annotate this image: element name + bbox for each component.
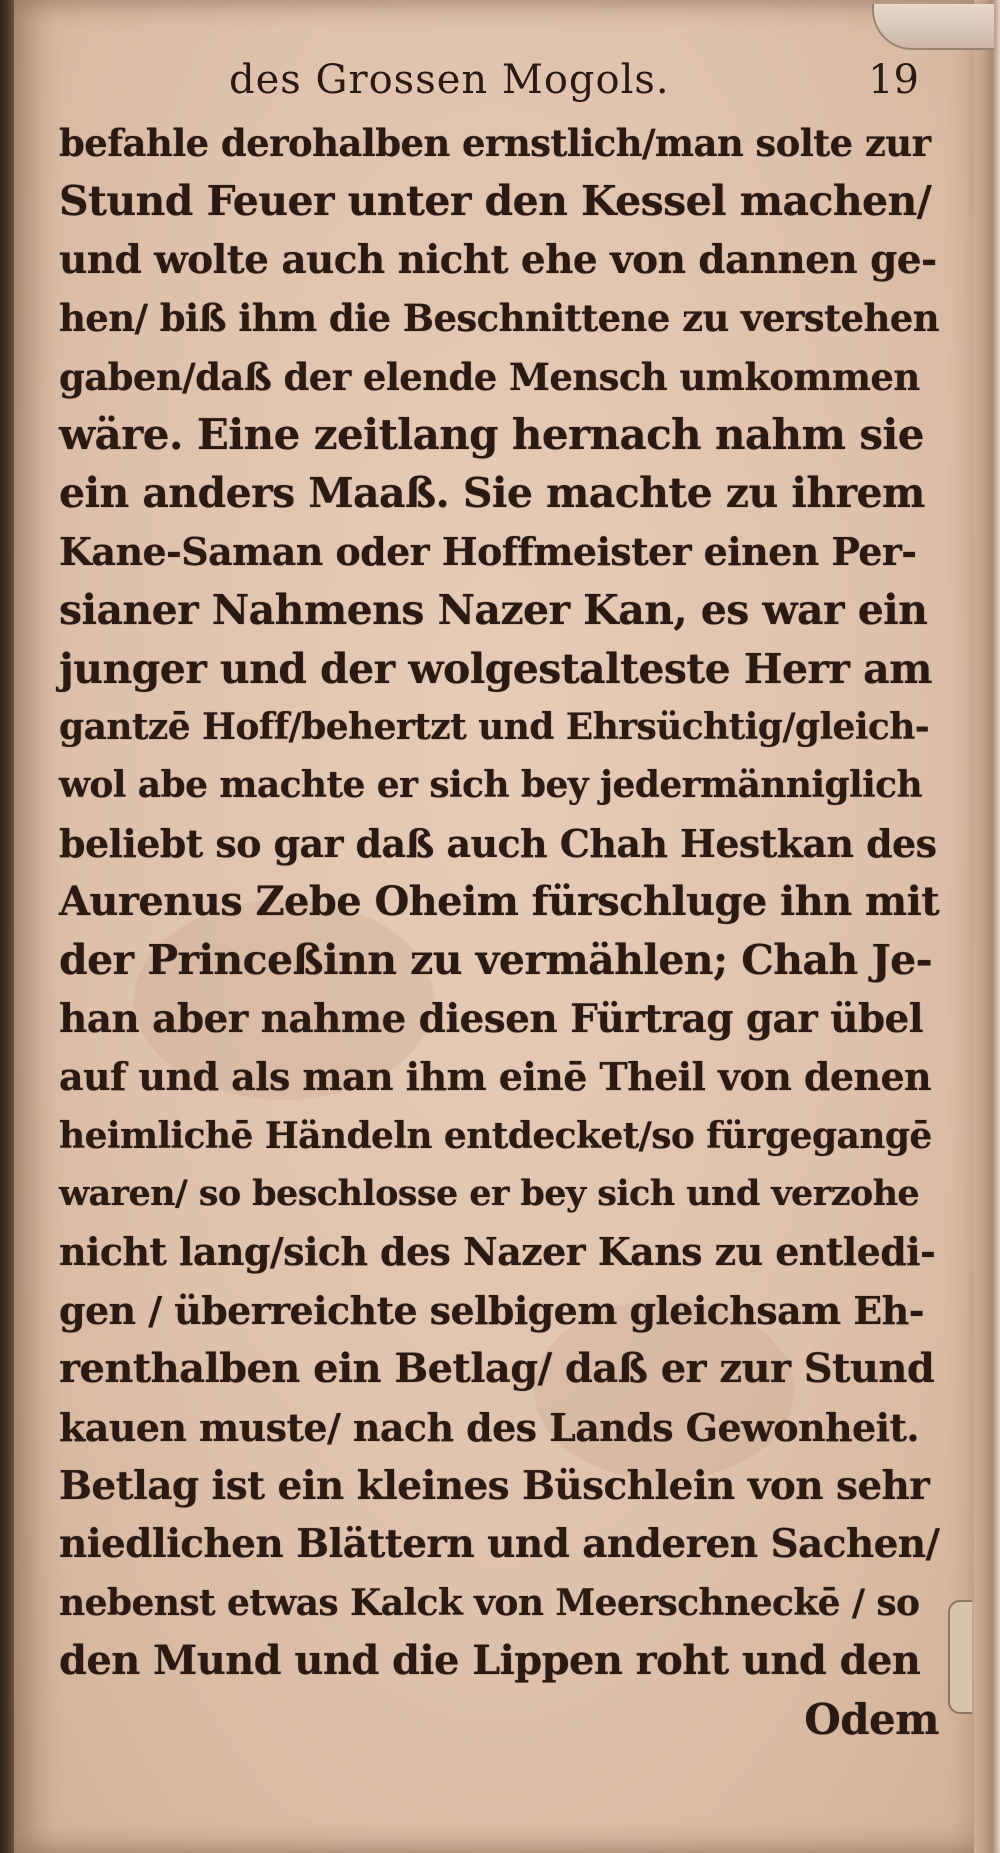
text-line: der Princeßinn zu vermählen; Chah Je- [59,936,933,985]
text-line: wäre. Eine zeitlang hernach nahm sie [59,409,924,459]
text-line: hen/ biß ihm die Beschnittene zu verstehen [59,296,939,341]
text-line: ein anders Maaß. Sie machte zu ihrem [59,469,925,518]
text-line: heimlichē Händeln entdecket/so fürgegangē [59,1114,932,1157]
corner-fold [872,4,994,50]
text-line: und wolte auch nicht ehe von dannen ge- [59,236,937,283]
text-line: sianer Nahmens Nazer Kan, es war ein [59,586,928,635]
text-line: beliebt so gar daß auch Chah Hestkan des [59,820,937,866]
text-line: Aurenus Zebe Oheim fürschluge ihn mit [59,878,940,926]
text-line: gantzē Hoff/behertzt und Ehrsüchtig/gleich- [59,705,930,748]
text-line: waren/ so beschlosse er bey sich und verzohe [59,1173,920,1215]
body-text [59,114,939,1749]
text-line: Kane-Saman oder Hoffmeister einen Per- [59,528,917,574]
catchword: Odem [804,1694,939,1744]
text-block [59,50,939,1749]
running-title: des Grossen Mogols. [229,57,670,103]
page-edge-notch [948,1600,972,1714]
text-line: nebenst etwas Kalck von Meerschneckē / so [59,1581,920,1624]
text-line: renthalben ein Betlag/ daß er zur Stund [59,1345,935,1393]
page-number: 19 [868,57,919,103]
text-line: gen / überreichte selbigem gleichsam Eh- [59,1287,924,1333]
text-line: gaben/daß der elende Mensch umkommen [59,354,920,399]
text-line: Betlag ist ein kleines Büschlein von sehr [59,1462,930,1509]
text-line: Stund Feuer unter den Kessel machen/ [59,177,932,226]
text-line: nicht lang/sich des Nazer Kans zu entledi- [59,1229,936,1275]
text-line: den Mund und die Lippen roht und den [59,1637,921,1685]
text-line: wol abe machte er sich bey jedermänniglich [59,764,923,807]
text-line: auf und als man ihm einē Theil von denen [59,1054,932,1100]
text-line: han aber nahme diesen Fürtrag gar übel [59,995,923,1042]
text-line: niedlichen Blättern und anderen Sachen/ [59,1521,940,1568]
book-page [14,0,982,1853]
text-line: junger und der wolgestalteste Herr am [59,644,932,693]
page-edge [974,0,1000,1853]
running-head [59,50,939,114]
text-line: befahle derohalben ernstlich/man solte zur [59,121,931,165]
text-line: kauen muste/ nach des Lands Gewonheit. [59,1404,919,1450]
